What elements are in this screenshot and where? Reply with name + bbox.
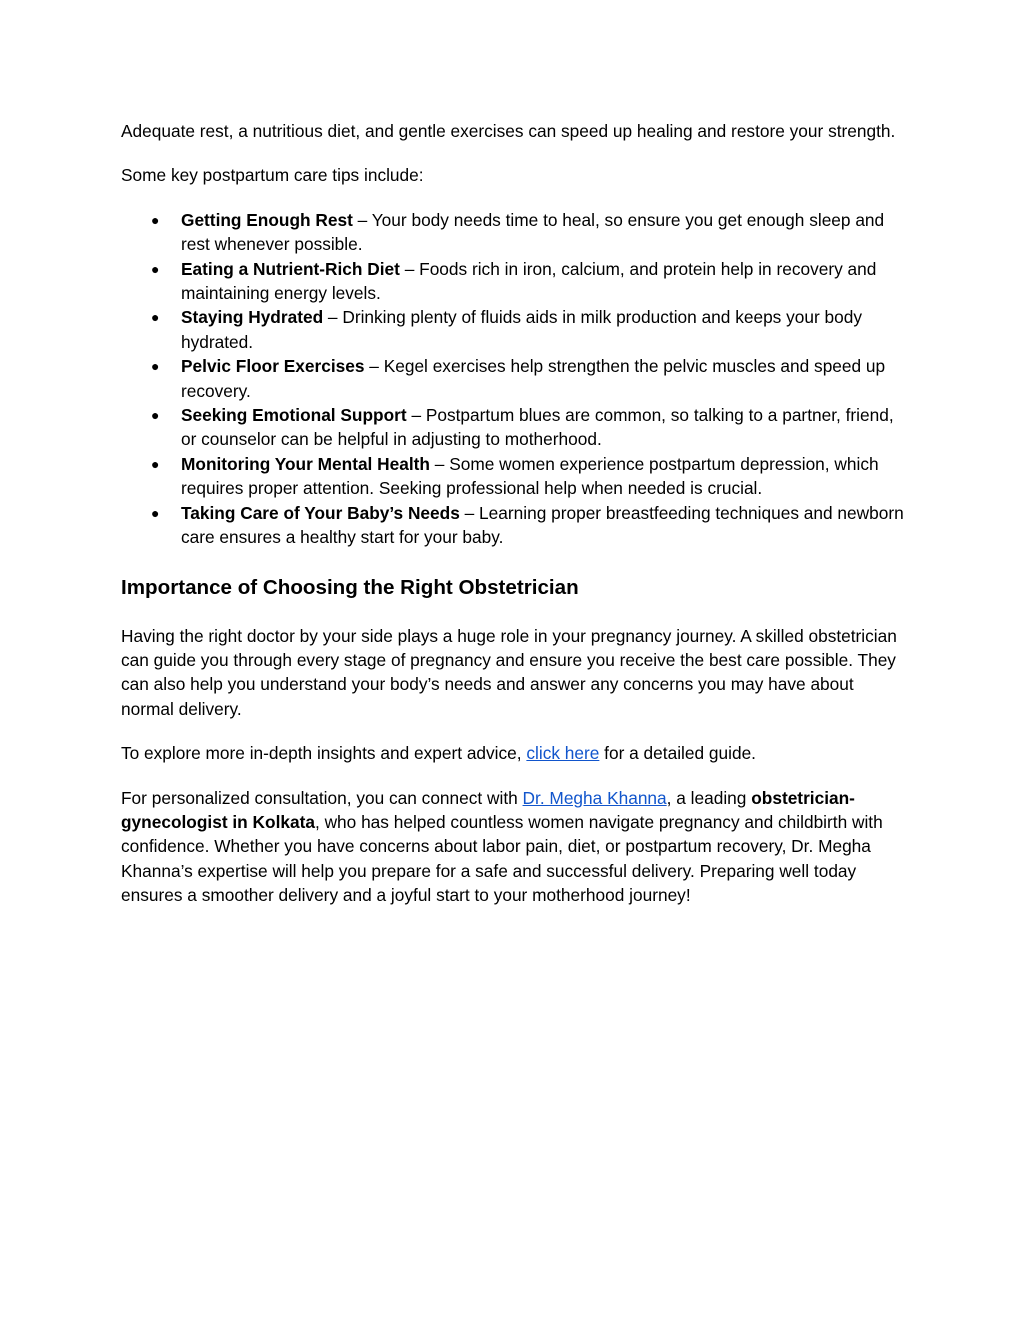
explore-text-before: To explore more in-depth insights and expert advice,	[121, 743, 527, 764]
tip-text: – Some women experience postpartum depression, which requires proper attention. Seeking professional help when needed is crucial.	[181, 453, 879, 499]
section-heading: Importance of Choosing the Right Obstetrician	[121, 575, 579, 599]
tip-title: Taking Care of Your Baby’s Needs	[181, 502, 460, 523]
explore-paragraph	[121, 741, 911, 765]
doctor-link[interactable]: Dr. Megha Khanna	[522, 787, 667, 808]
tip-title: Pelvic Floor Exercises	[181, 356, 365, 377]
tip-title: Monitoring Your Mental Health	[181, 453, 430, 474]
list-item	[121, 501, 911, 550]
intro-paragraph: Adequate rest, a nutritious diet, and gentle exercises can speed up healing and restore your strength.	[121, 121, 896, 141]
list-item	[121, 305, 911, 354]
tip-text: – Learning proper breastfeeding techniques and newborn care ensures a healthy start for your baby.	[181, 502, 904, 548]
bullet-icon: ●	[151, 504, 160, 521]
list-item	[121, 354, 911, 403]
bullet-icon: ●	[151, 358, 160, 375]
tip-text: – Foods rich in iron, calcium, and protein help in recovery and maintaining energy levels.	[181, 258, 877, 304]
explore-text-after: for a detailed guide.	[599, 743, 756, 764]
tip-text: – Postpartum blues are common, so talking to a partner, friend, or counselor can be helpful in adjusting to motherhood.	[181, 405, 894, 450]
bullet-icon: ●	[151, 455, 160, 472]
bullet-icon: ●	[151, 260, 160, 277]
tip-title: Eating a Nutrient-Rich Diet	[181, 258, 400, 279]
list-item	[121, 452, 911, 501]
consult-text-mid: , a leading	[666, 787, 752, 808]
bullet-icon: ●	[151, 211, 160, 228]
tip-title: Getting Enough Rest	[181, 209, 353, 230]
bullet-icon: ●	[151, 309, 160, 326]
bullet-icon: ●	[151, 407, 160, 424]
specialist-bold-text: obstetrician-gynecologist in Kolkata	[121, 787, 855, 832]
tip-text: – Your body needs time to heal, so ensure you get enough sleep and rest whenever possible.	[181, 209, 885, 255]
list-item	[121, 257, 911, 306]
click-here-link[interactable]: click here	[526, 743, 600, 764]
obstetrician-paragraph: Having the right doctor by your side plays a huge role in your pregnancy journey. A skilled obstetrician can guide you through every stage of pregnancy and ensure you receive the best care possible. They can also help you understand your body’s needs and answer any concerns you may have about normal delivery.	[121, 625, 897, 719]
tips-lead-paragraph: Some key postpartum care tips include:	[121, 165, 424, 186]
list-item	[121, 403, 911, 452]
list-item	[121, 208, 911, 257]
consultation-paragraph	[121, 786, 911, 908]
consult-text-after: , who has helped countless women navigate pregnancy and childbirth with confidence. Whether you have concerns about labor pain, diet, or postpartum recovery, Dr. Megha Khanna’s expertise will help you prepare for a safe and successful delivery. Preparing well today ensures a smoother delivery and a joyful start to your motherhood journey!	[121, 811, 883, 906]
document-page	[121, 119, 911, 908]
tip-text: – Kegel exercises help strengthen the pelvic muscles and speed up recovery.	[181, 356, 886, 401]
consult-text-before: For personalized consultation, you can connect with	[121, 787, 523, 808]
tip-title: Staying Hydrated	[181, 307, 324, 328]
tip-title: Seeking Emotional Support	[181, 405, 407, 426]
tip-text: – Drinking plenty of fluids aids in milk production and keeps your body hydrated.	[181, 307, 863, 352]
postpartum-tips-list	[121, 208, 911, 550]
